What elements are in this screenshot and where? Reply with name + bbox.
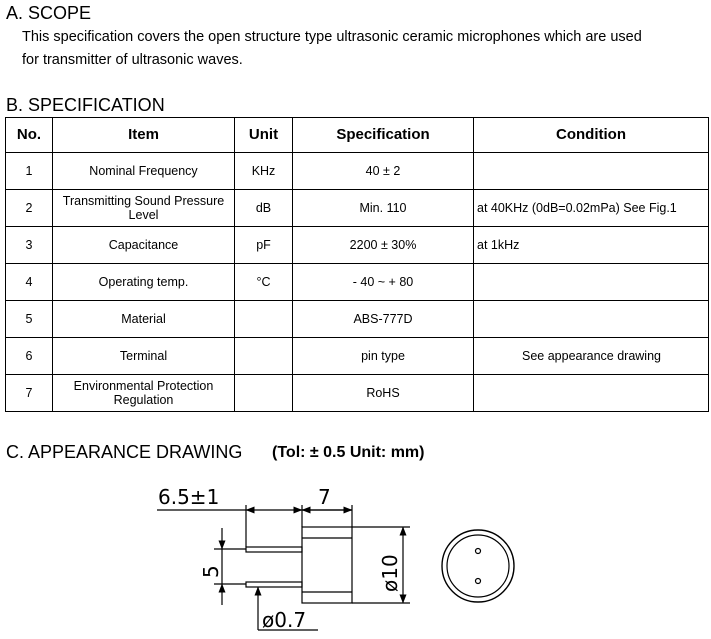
- pin-lower: [246, 582, 302, 587]
- row-item: Nominal Frequency: [53, 153, 235, 190]
- table-row: [6, 190, 709, 227]
- pin-upper: [246, 547, 302, 552]
- row-spec: 40 ± 2: [293, 153, 474, 190]
- dim-pin-length: 6.5±1: [158, 485, 220, 509]
- row-spec: pin type: [293, 338, 474, 375]
- column-header-specification: Specification: [293, 118, 474, 153]
- appearance-drawing: [0, 470, 711, 639]
- row-unit: [235, 301, 293, 338]
- dim-diameter: ø10: [378, 554, 402, 592]
- row-unit: KHz: [235, 153, 293, 190]
- row-unit: [235, 338, 293, 375]
- row-condition: [474, 301, 709, 338]
- row-unit: pF: [235, 227, 293, 264]
- table-row: [6, 375, 709, 412]
- row-item: Capacitance: [53, 227, 235, 264]
- column-header-item: Item: [53, 118, 235, 153]
- scope-text-line-1: This specification covers the open structure type ultrasonic ceramic microphones which are used: [22, 29, 642, 45]
- row-unit: [235, 375, 293, 412]
- dim-pin-diameter: ø0.7: [262, 608, 307, 632]
- table-row: [6, 153, 709, 190]
- row-no: 2: [6, 190, 53, 227]
- row-spec: - 40 ~ + 80: [293, 264, 474, 301]
- row-condition: at 40KHz (0dB=0.02mPa) See Fig.1: [474, 190, 709, 227]
- table-row: [6, 264, 709, 301]
- row-condition: at 1kHz: [474, 227, 709, 264]
- specification-heading: B. SPECIFICATION: [6, 95, 165, 115]
- column-header-no: No.: [6, 118, 53, 153]
- column-header-unit: Unit: [235, 118, 293, 153]
- row-unit: °C: [235, 264, 293, 301]
- row-condition: [474, 153, 709, 190]
- front-pin-hole-lower: [476, 579, 481, 584]
- row-no: 3: [6, 227, 53, 264]
- microphone-front-inner: [447, 535, 509, 597]
- dim-body-length: 7: [318, 485, 331, 509]
- dim-pin-spacing: 5: [199, 565, 223, 578]
- row-condition: [474, 264, 709, 301]
- row-condition: See appearance drawing: [474, 338, 709, 375]
- row-item: Material: [53, 301, 235, 338]
- scope-heading: A. SCOPE: [6, 3, 92, 23]
- row-no: 4: [6, 264, 53, 301]
- row-spec: RoHS: [293, 375, 474, 412]
- row-item: Operating temp.: [53, 264, 235, 301]
- row-unit: dB: [235, 190, 293, 227]
- table-row: [6, 227, 709, 264]
- table-row: [6, 338, 709, 375]
- row-item: Environmental Protection Regulation: [53, 375, 235, 412]
- row-spec: Min. 110: [293, 190, 474, 227]
- microphone-front-outer: [442, 530, 514, 602]
- front-pin-hole-upper: [476, 549, 481, 554]
- scope-text-line-2: for transmitter of ultrasonic waves.: [22, 52, 243, 68]
- appearance-heading: C. APPEARANCE DRAWING: [6, 442, 243, 462]
- table-header-row: [6, 118, 709, 153]
- specification-table: [5, 117, 709, 412]
- table-row: [6, 301, 709, 338]
- row-spec: 2200 ± 30%: [293, 227, 474, 264]
- row-item: Transmitting Sound Pressure Level: [53, 190, 235, 227]
- row-condition: [474, 375, 709, 412]
- column-header-condition: Condition: [474, 118, 709, 153]
- row-item: Terminal: [53, 338, 235, 375]
- row-no: 6: [6, 338, 53, 375]
- row-no: 5: [6, 301, 53, 338]
- row-no: 7: [6, 375, 53, 412]
- row-no: 1: [6, 153, 53, 190]
- tolerance-note: (Tol: ± 0.5 Unit: mm): [272, 444, 425, 461]
- row-spec: ABS-777D: [293, 301, 474, 338]
